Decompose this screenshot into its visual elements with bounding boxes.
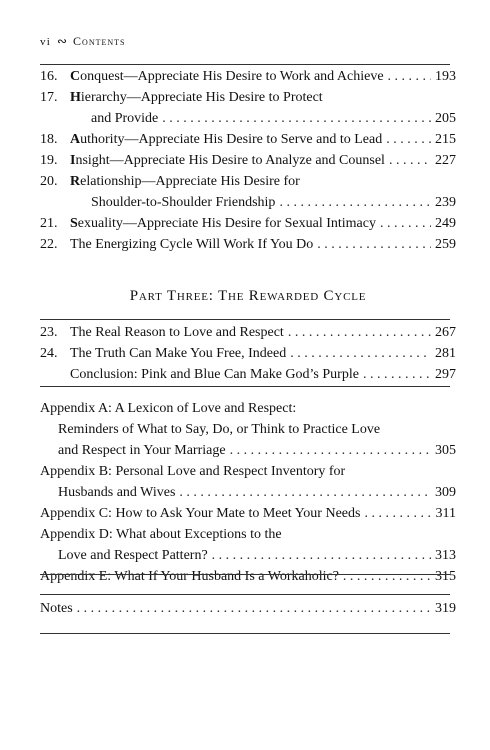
toc-entry-24[interactable] [40, 343, 456, 364]
chapter-number: 22. [40, 237, 58, 252]
page-number: 215 [435, 132, 456, 147]
page-number: 205 [435, 111, 456, 126]
notes-block [40, 598, 456, 619]
divider-rule [40, 319, 450, 320]
dot-leader [288, 322, 431, 343]
toc-entry-appendix-d-line2[interactable] [40, 545, 456, 566]
chapter-number: 20. [40, 174, 58, 189]
divider-rule [40, 386, 450, 387]
dot-leader [389, 150, 431, 171]
toc-entry-appendix-b-line2[interactable] [40, 482, 456, 503]
dot-leader [162, 108, 431, 129]
page-number: 227 [435, 153, 456, 168]
chapter-list-rewarded [40, 322, 456, 385]
chapter-list-energizing [40, 66, 456, 255]
appendix-title-continuation: Love and Respect Pattern? [58, 548, 208, 563]
page-number: 297 [435, 367, 456, 382]
appendix-title: Appendix A: A Lexicon of Love and Respect: [40, 401, 297, 416]
dot-leader [179, 482, 431, 503]
dot-leader [364, 503, 431, 524]
dot-leader [212, 545, 431, 566]
appendix-title-continuation: Reminders of What to Say, Do, or Think to Practice Love [58, 422, 381, 437]
chapter-title-continuation: and Provide [91, 111, 159, 126]
part-heading: Part Three: The Rewarded Cycle [129, 288, 367, 304]
toc-entry-20-continuation[interactable] [40, 192, 456, 213]
page-number: 281 [435, 346, 456, 361]
page-number: 315 [435, 569, 456, 584]
toc-entry-23[interactable] [40, 322, 456, 343]
folio: vi [40, 35, 51, 48]
notes-title: Notes [40, 601, 73, 616]
dot-leader [386, 129, 431, 150]
toc-entry-17-continuation[interactable] [40, 108, 456, 129]
page-number: 239 [435, 195, 456, 210]
toc-entry-appendix-d[interactable] [40, 524, 456, 545]
toc-entry-appendix-a-line2[interactable] [40, 419, 456, 440]
toc-entry-appendix-a-line3[interactable] [40, 440, 456, 461]
page-number: 249 [435, 216, 456, 231]
toc-entry-appendix-b[interactable] [40, 461, 456, 482]
chapter-number: 17. [40, 90, 58, 105]
dot-leader [343, 566, 431, 587]
chapter-title: Conquest—Appreciate His Desire to Work and Achieve [70, 69, 384, 84]
chapter-number: 23. [40, 325, 58, 340]
appendix-title-continuation: and Respect in Your Marriage [58, 443, 226, 458]
divider-rule [40, 594, 450, 595]
appendix-title: Appendix E: What If Your Husband Is a Workaholic? [40, 569, 339, 584]
toc-entry-appendix-a[interactable] [40, 398, 456, 419]
toc-entry-16[interactable] [40, 66, 456, 87]
page-number: 267 [435, 325, 456, 340]
running-head-title: Contents [73, 34, 126, 48]
chapter-title: The Truth Can Make You Free, Indeed [70, 346, 287, 361]
page-number: 313 [435, 548, 456, 563]
chapter-number: 21. [40, 216, 58, 231]
appendix-title: Appendix B: Personal Love and Respect Inventory for [40, 464, 346, 479]
toc-entry-22[interactable] [40, 234, 456, 255]
dot-leader [388, 66, 431, 87]
dot-leader [317, 234, 431, 255]
ornament-icon: ∾ [56, 34, 68, 48]
chapter-title: Insight—Appreciate His Desire to Analyze and Counsel [70, 153, 385, 168]
page-number: 309 [435, 485, 456, 500]
page-number: 319 [435, 601, 456, 616]
dot-leader [380, 213, 431, 234]
dot-leader [363, 364, 431, 385]
dot-leader [290, 343, 431, 364]
toc-entry-19[interactable] [40, 150, 456, 171]
page-number: 193 [435, 69, 456, 84]
appendix-title: Appendix C: How to Ask Your Mate to Meet Your Needs [40, 506, 361, 521]
page-number: 311 [435, 506, 456, 521]
toc-entry-conclusion[interactable] [40, 364, 456, 385]
chapter-title-continuation: Shoulder-to-Shoulder Friendship [91, 195, 276, 210]
toc-entry-18[interactable] [40, 129, 456, 150]
divider-rule [40, 64, 450, 65]
divider-rule [40, 574, 450, 575]
chapter-title: The Energizing Cycle Will Work If You Do [70, 237, 314, 252]
dot-leader [279, 192, 431, 213]
appendix-list [40, 398, 456, 587]
toc-entry-notes[interactable] [40, 598, 456, 619]
toc-entry-20[interactable] [40, 171, 456, 192]
chapter-number: 16. [40, 69, 58, 84]
chapter-title: Relationship—Appreciate His Desire for [70, 174, 300, 189]
appendix-title: Appendix D: What about Exceptions to the [40, 527, 282, 542]
chapter-title: Authority—Appreciate His Desire to Serve and to Lead [70, 132, 383, 147]
page-number: 305 [435, 443, 456, 458]
chapter-number: 24. [40, 346, 58, 361]
chapter-title: The Real Reason to Love and Respect [70, 325, 284, 340]
page-number: 259 [435, 237, 456, 252]
dot-leader [77, 598, 431, 619]
chapter-number: 19. [40, 153, 58, 168]
toc-entry-appendix-c[interactable] [40, 503, 456, 524]
chapter-title: Hierarchy—Appreciate His Desire to Protect [70, 90, 323, 105]
chapter-number: 18. [40, 132, 58, 147]
dot-leader [230, 440, 431, 461]
toc-entry-21[interactable] [40, 213, 456, 234]
appendix-title-continuation: Husbands and Wives [58, 485, 176, 500]
chapter-title: Conclusion: Pink and Blue Can Make God’s Purple [70, 367, 359, 382]
running-head [40, 34, 125, 49]
divider-rule [40, 633, 450, 634]
toc-entry-appendix-e[interactable] [40, 566, 456, 587]
chapter-title: Sexuality—Appreciate His Desire for Sexual Intimacy [70, 216, 376, 231]
toc-entry-17[interactable] [40, 87, 456, 108]
